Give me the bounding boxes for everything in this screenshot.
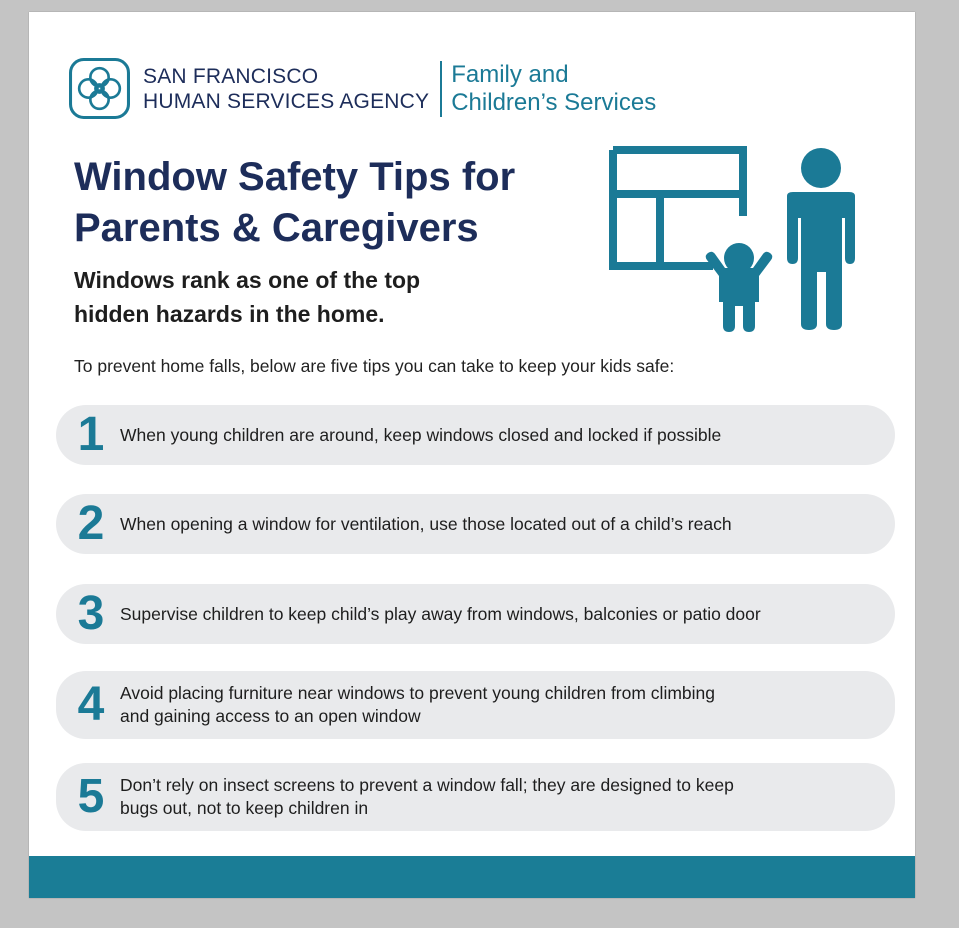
- tip-number: 5: [77, 770, 105, 823]
- tip-number: 3: [77, 587, 105, 640]
- tip-text-line2: and gaining access to an open window: [120, 706, 421, 726]
- tip-text: When young children are around, keep windows closed and locked if possible: [120, 424, 722, 445]
- tip-item: [56, 405, 895, 465]
- title-line1: Window Safety Tips for: [74, 155, 516, 199]
- tip-text: [120, 774, 754, 820]
- tip-number: 4: [77, 678, 105, 731]
- tip-text: [120, 682, 735, 728]
- subtitle-line1: Windows rank as one of the top: [74, 267, 421, 293]
- intro-text: To prevent home falls, below are five tips you can take to keep your kids safe:: [74, 356, 675, 376]
- subtitle-line2: hidden hazards in the home.: [74, 301, 385, 327]
- title-line2: Parents & Caregivers: [74, 206, 479, 250]
- page-title: [74, 152, 515, 254]
- ring-flower-logo-icon: [69, 58, 130, 119]
- tip-text-line2: bugs out, not to keep children in: [120, 798, 369, 818]
- footer-bar: [29, 856, 915, 898]
- division-name-line1: Family and: [451, 60, 569, 88]
- tip-item: [56, 763, 895, 831]
- window-adult-child-icon: [607, 146, 869, 332]
- tip-text-line1: Don’t rely on insect screens to prevent a window fall; they are designed to keep: [120, 775, 734, 795]
- agency-name-line1: SAN FRANCISCO: [143, 64, 319, 88]
- flyer-page: [29, 12, 915, 898]
- tip-item: [56, 671, 895, 739]
- division-name: [451, 61, 656, 117]
- page-subtitle: [74, 263, 420, 331]
- tip-number: 1: [77, 408, 105, 461]
- agency-name: [143, 64, 429, 114]
- tip-text: Supervise children to keep child’s play away from windows, balconies or patio door: [120, 603, 761, 624]
- division-name-line2: Children’s Services: [451, 88, 657, 116]
- tip-text-line1: Avoid placing furniture near windows to prevent young children from climbing: [120, 683, 715, 703]
- brand-divider: [440, 61, 442, 117]
- tip-item: [56, 494, 895, 554]
- agency-header: [69, 58, 656, 119]
- agency-name-line2: HUMAN SERVICES AGENCY: [143, 89, 430, 113]
- tip-number: 2: [77, 497, 105, 550]
- tip-item: [56, 584, 895, 644]
- tip-text: When opening a window for ventilation, use those located out of a child’s reach: [120, 513, 732, 534]
